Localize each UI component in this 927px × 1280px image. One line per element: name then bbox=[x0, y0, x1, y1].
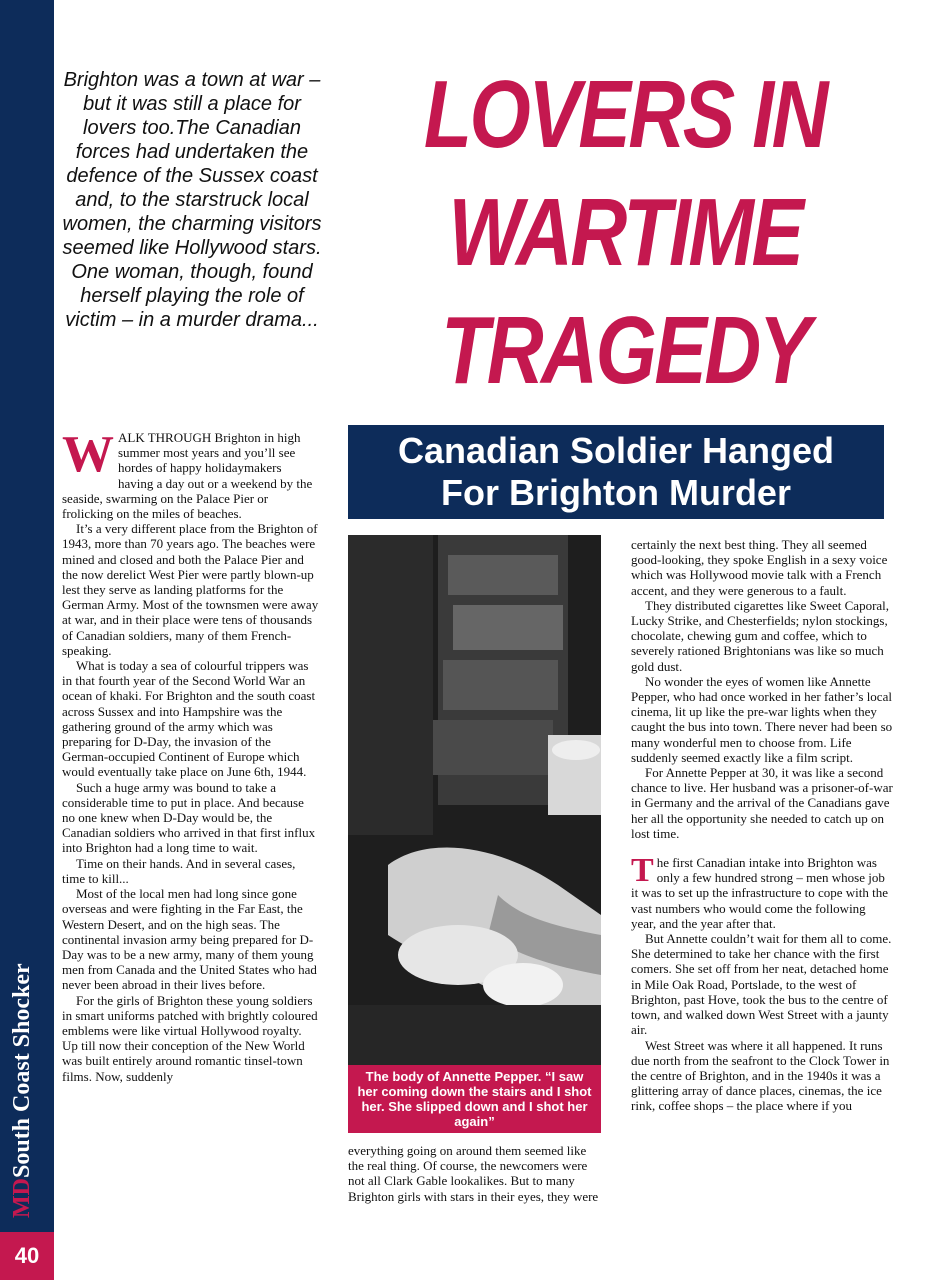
article-paragraph: But Annette couldn’t wait for them all to come. She determined to take her chance with the first comers. She set off from her neat, detached home in Mile Oak Road, Portslade, to the west of Brighton, past Hove, took the bus to the centre of town, and walked down West Street with a jaunty air. bbox=[631, 931, 892, 1038]
article-column-1 bbox=[62, 430, 320, 1226]
article-paragraph: everything going on around them seemed like the real thing. Of course, the newcomers were not all Clark Gable lookalikes. But to many Brighton girls with stars in their eyes, they were bbox=[348, 1143, 599, 1204]
photo-caption: The body of Annette Pepper. “I saw her coming down the stairs and I shot her. She slipped down and I shot her again” bbox=[348, 1065, 601, 1133]
headline-line-2: WARTIME bbox=[448, 179, 802, 286]
headline bbox=[395, 56, 854, 410]
crime-scene-photo bbox=[348, 535, 601, 1065]
article-paragraph: For Annette Pepper at 30, it was like a second chance to live. Her husband was a prisoner-of-war in Germany and the arrival of the Canadians gave her all the opportunity she needed to catch up on lost time. bbox=[631, 765, 893, 841]
magazine-logo: MD bbox=[9, 1178, 35, 1218]
drop-cap: W bbox=[62, 430, 114, 483]
section-label: South Coast Shocker bbox=[9, 963, 35, 1179]
article-paragraph: Time on their hands. And in several cases, time to kill... bbox=[62, 855, 296, 886]
page-spine bbox=[0, 0, 54, 1280]
page-number: 40 bbox=[0, 1232, 54, 1280]
article-column-3 bbox=[631, 537, 893, 1225]
article-paragraph: Most of the local men had long since gone overseas and were fighting in the Far East, the Western Desert, and on the high seas. The continental invasion army being prepared for D-Day was to be a new army, many of them young men from Canada and the United States who had never been abroad in their lives before. bbox=[62, 886, 317, 993]
subheadline-line-1: Canadian Soldier Hanged bbox=[397, 430, 835, 471]
headline-line-1: LOVERS IN bbox=[423, 61, 827, 168]
article-paragraph: No wonder the eyes of women like Annette Pepper, who had once worked in her father’s local cinema, lit up like the pre-war lights when they caught the bus into town. There never had been so many wonderful men to choose from. Life suddenly seemed exactly like a film script. bbox=[631, 673, 893, 765]
article-column-2 bbox=[348, 1143, 600, 1223]
article-paragraph: The first Canadian intake into Brighton was only a few hundred strong – men whose job it was to set up the infrastructure to cope with the vast numbers who would come the following year, and the year after that. bbox=[631, 852, 889, 931]
article-paragraph: For the girls of Brighton these young soldiers in smart uniforms patched with brightly coloured emblems were like virtual Hollywood royalty. Up till now their conception of the New World was built entirely around romantic tinsel-town films. Now, suddenly bbox=[62, 992, 318, 1084]
article-paragraph: What is today a sea of colourful trippers was in that fourth year of the Second World War an ocean of khaki. For Brighton and the south coast across Sussex and into Hampshire was the gathering ground of the army which was preparing for D-Day, the invasion of the German-occupied Continent of Europe which would eventually take place on June 6th, 1944. bbox=[62, 658, 316, 780]
article-paragraph: It’s a very different place from the Brighton of 1943, more than 70 years ago. The beaches were mined and closed and both the Palace Pier and the now derelict West Pier were partly blown-up lest they serve as landing platforms for the German Army. Most of the townsmen were away at war, and in their place were tens of thousands of Canadian soldiers, many of them French-speaking. bbox=[62, 521, 319, 658]
section-title bbox=[9, 963, 36, 1218]
drop-cap: T bbox=[631, 852, 654, 890]
article-paragraph: West Street was where it all happened. It runs due north from the seafront to the Clock Tower in the centre of Brighton, and in the 1940s it was a glittering array of dance places, cinemas, the ice rink, coffee shops – the place where if you bbox=[631, 1037, 890, 1114]
article-paragraph: WALK THROUGH Brighton in high summer most years and you’ll see hordes of happy holidaymakers having a day out or a weekend by the seaside, swarming on the Palace Pier or frolicking on the miles of beaches. bbox=[62, 430, 313, 522]
subheadline bbox=[348, 425, 884, 519]
article-paragraph: They distributed cigarettes like Sweet Caporal, Lucky Strike, and Chesterfields; nylon stockings, chocolate, chewing gum and coffee, which to severely rationed Brightonians was like so much gold dust. bbox=[631, 597, 890, 674]
article-paragraph: certainly the next best thing. They all seemed good-looking, they spoke English in a sexy voice which was Hollywood movie talk with a French accent, and they were generous to a fault. bbox=[631, 537, 888, 598]
subheadline-line-2: For Brighton Murder bbox=[441, 472, 791, 513]
headline-line-3: TRAGEDY bbox=[441, 297, 809, 404]
standfirst: Brighton was a town at war – but it was still a place for lovers too.The Canadian forces had undertaken the defence of the Sussex coast and, to the starstruck local women, the charming visitors seemed like Hollywood stars. One woman, though, found herself playing the role of victim – in a murder drama... bbox=[62, 69, 322, 331]
photo-illustration bbox=[348, 535, 601, 1065]
article-paragraph: Such a huge army was bound to take a considerable time to put in place. And because no one knew when D-Day would be, the Canadian soldiers who arrived in that first influx into Brighton had a long time to wait. bbox=[62, 779, 316, 856]
